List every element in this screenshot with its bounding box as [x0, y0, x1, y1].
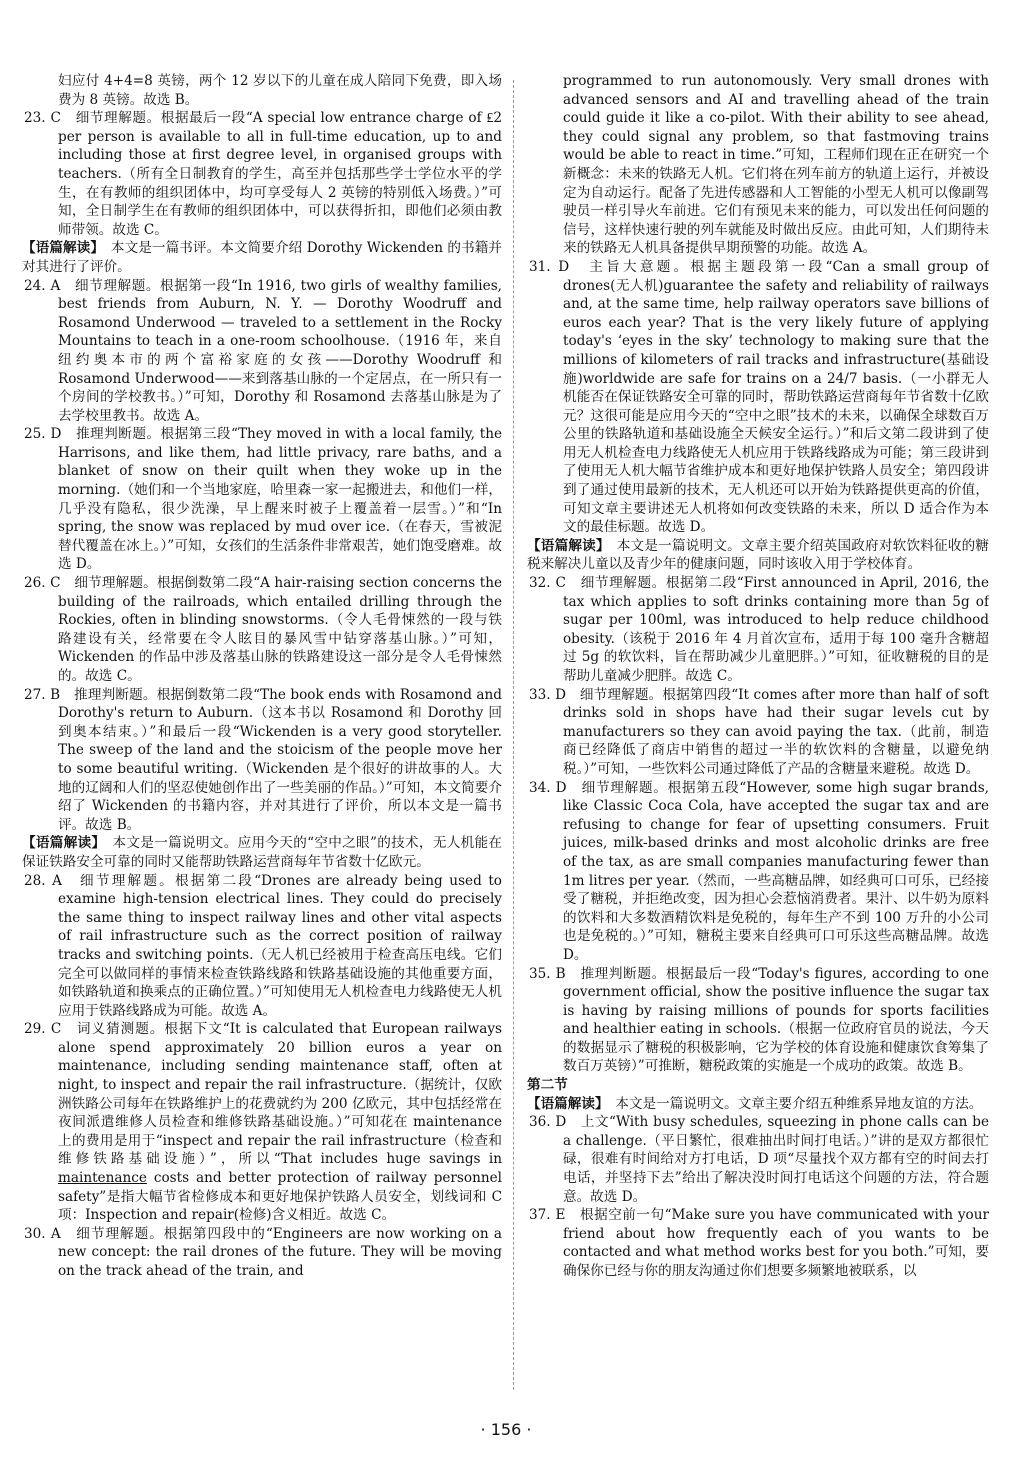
analysis-label: 【语篇解读】 — [527, 1095, 602, 1112]
analysis-text: 本文是一篇书评。本文简要介绍 Dorothy Wickenden 的书籍并对其进行了评价。 — [22, 240, 502, 275]
section-heading: 第二节 — [527, 1077, 568, 1094]
answer-34: 34. D 细节理解题。根据第五段“However, some high sugar brands, like Classic Coca Cola, have accepted the sugar tax and are refusing to change for fear of upsetting consumers. Fruit juices, milk-based drinks and most alcoholic drinks are free of the tax, as are small companies manufacturing fewer than 1m litres per year.（然而，一些高糖品牌，如经典可口可乐，已经接受了糖税，并拒绝改变，因为担心会惹恼消费者。果汁、以牛奶为原料的饮料和大多数酒精饮料是免税的，每年生产不到 100 万升的小公司也是免税的。）”可知，糖税主要来自经典可口可乐这些高糖品牌。故选 D。 — [529, 779, 989, 963]
answer-32: 32. C 细节理解题。根据第二段“First announced in April, 2016, the tax which applies to soft drinks containing more than 5g of sugar per 100ml, was introduced to help reduce childhood obesity.（该税于 2016 年 4 月首次宣布，适用于每 100 毫升含糖超过 5g 的软饮料，旨在帮助减少儿童肥胖。）”可知，征收糖税的目的是帮助儿童减少肥胖。故选 C。 — [529, 575, 989, 684]
answer-35: 35. B 推理判断题。根据最后一段“Today's figures, according to one government official, show the positive influence the sugar tax is having by raising millions of pounds for sports facilities and healthier eating in schools.（根据一位政府官员的说法，今天的数据显示了糖税的积极影响，它为学校的体育设施和健康饮食筹集了数百万英镑）”可推断，糖税政策的实施是一个成功的政策。故选 B。 — [529, 965, 989, 1075]
answer-36: 36. D 上文“With busy schedules, squeezing in phone calls can be a challenge.（平日繁忙，很难抽出时间打电话。）”讲的是双方都很忙碌，很难有时间给对方打电话，D 项“尽量找个双方都有空的时间去打电话，并坚持下去”给出了解决没时间打电话这个问题的方法，符合题意。故选 D。 — [529, 1114, 989, 1205]
right-column — [527, 72, 989, 1402]
answer-29-part2: costs and better protection of railway personnel safety”是指大幅节省检修成本和更好地保护铁路人员安全，划线词和 C 项：Inspection and repair(检修)含义相近。故选 C。 — [58, 1170, 502, 1224]
analysis-label: 【语篇解读】 — [22, 240, 98, 257]
continued-answer: 妇应付 4+4=8 英镑，两个 12 岁以下的儿童在成人陪同下免费，即入场费为 8 英镑。故选 B。 — [58, 73, 502, 108]
discourse-analysis — [527, 1095, 989, 1114]
column-divider — [513, 80, 514, 1390]
analysis-label: 【语篇解读】 — [22, 835, 99, 852]
analysis-text: 本文是一篇说明文。应用今天的“空中之眼”的技术，无人机能在保证铁路安全可靠的同时又能帮助铁路运营商每年节省数十亿欧元。 — [22, 835, 502, 870]
discourse-analysis — [22, 834, 502, 871]
answer-23: 23. C 细节理解题。根据最后一段“A special low entrance charge of ₤2 per person is available to all in full-time education, up to and including those at first degree level, in organised groups with teachers.（所有全日制教育的学生，高至并包括那些学士学位水平的学生，在有教师的组织团体中，均可享受每人 2 英镑的特别低入场费。）”可知，全日制学生在有教师的组织团体中，可以获得折扣，即他们必须由教师带领。故选 C。 — [24, 110, 502, 238]
answer-37: 37. E 根据空前一句“Make sure you have communicated with your friend about how frequently each of you wants to be contacted and what method works best for you both.”可知，要确保你已经与你的朋友沟通过你们想要多频繁地被联系，以 — [529, 1207, 989, 1279]
analysis-label: 【语篇解读】 — [527, 537, 603, 554]
answer-28: 28. A 细节理解题。根据第二段“Drones are already being used to examine high-tension electrical lines. They could do precisely the same thing to inspect railway lines and other vital aspects of rail infrastructure such as the correct position of railway tracks and switching points.（无人机已经被用于检查高压电线。它们完全可以做同样的事情来检查铁路线路和铁路基础设施的其他重要方面，如铁路轨道和换乘点的正确位置。）”可知使用无人机检查电力线路使无人机应用于铁路线路成为可能。故选 A。 — [24, 872, 502, 1019]
answer-27: 27. B 推理判断题。根据倒数第二段“The book ends with Rosamond and Dorothy's return to Auburn.（这本书以 Rosamond 和 Dorothy 回到奥本结束。）”和最后一段“Wickenden is a very good storyteller. The sweep of the land and the stoicism of the people move her to some beautiful writing.（Wickenden 是个很好的讲故事的人。大地的辽阔和人们的坚忍使她创作出了一些美丽的作品。）”可知，本文简要介绍了 Wickenden 的书籍内容，并对其进行了评价，所以本文是一篇书评。故选 B。 — [24, 686, 502, 833]
answer-29-part1: 29. C 词义猜测题。根据下文“It is calculated that European railways alone spend approximately 20 billion euros a year on maintenance, including sending maintenance staff, often at night, to inspect and repair the rail infrastructure.（据统计，仅欧洲铁路公司每年在铁路维护上的花费就约为 200 亿欧元，其中包括经常在夜间派遣维修人员检查和维修铁路基础设施。）”可知花在 maintenance 上的费用是用于“inspect and repair the rail infrastructure（检查和维修铁路基础设施）”，所以“That includes huge savings in — [24, 1021, 502, 1168]
left-column — [22, 72, 502, 1402]
answer-33: 33. D 细节理解题。根据第四段“It comes after more than half of soft drinks sold in shops have had their sugar levels cut by manufacturers so they can avoid paying the tax.（此前，制造商已经降低了商店中销售的超过一半的软饮料的含糖量，以避免纳税。）”可知，一些饮料公司通过降低了产品的含糖量来避税。故选 D。 — [529, 686, 989, 777]
underlined-word: maintenance — [58, 1170, 147, 1187]
answer-30: 30. A 细节理解题。根据第四段中的“Engineers are now working on a new concept: the rail drones of the future. They will be moving on the track ahead of the train, and — [24, 1225, 502, 1279]
continued-answer: programmed to run autonomously. Very small drones with advanced sensors and AI and travelling ahead of the train could guide it like a co-pilot. With their ability to see ahead, they could signal any problem, so that fastmoving trains would be able to react in time.”可知，工程师们现在正在研究一个新概念：未来的铁路无人机。它们将在列车前方的轨道上运行，并被设定为自动运行。配备了先进传感器和人工智能的小型无人机可以像副驾驶员一样引导火车前进。它们有预见未来的能力，可以发出任何问题的信号，这样快速行驶的列车就能及时做出反应。由此可知，人们期待未来的铁路无人机具备提供早期预警的功能。故选 A。 — [563, 73, 989, 257]
answer-29 — [22, 1020, 502, 1225]
answer-31: 31. D 主旨大意题。根据主题段第一段“Can a small group of drones(无人机)guarantee the safety and reliability of railways and, at the same time, help railway operators save billions of euros each year? That is the very likely future of applying today's ‘eyes in the sky’ technology to making sure that the millions of kilometers of rail tracks and infrastructure(基础设施)worldwide are safe for trains on a 24/7 basis.（一小群无人机能否在保证铁路安全可靠的同时，帮助铁路运营商每年节省数十亿欧元？这很可能是应用今天的“空中之眼”技术的未来，以确保全球数百万公里的铁路轨道和基础设施全天候安全运行。）”和后文第二段讲到了使用无人机检查电力线路使无人机应用于铁路线路成为可能；第三段讲到了使用无人机大幅节省维护成本和更好地保护铁路人员安全；第四段讲到了通过使用最新的技术，无人机还可以开始为铁路提供更高的价值，可知文章主要讲述无人机将如何改变铁路的未来，所以 D 适合作为本文的最佳标题。故选 D。 — [529, 258, 989, 536]
answer-25: 25. D 推理判断题。根据第三段“They moved in with a local family, the Harrisons, and like them, had little privacy, rare baths, and a blanket of snow on their quilt when they woke up in the morning.（她们和一个当地家庭，哈里森一家一起搬进去，和他们一样，几乎没有隐私，很少洗澡，早上醒来时被子上覆盖着一层雪。）”和“In spring, the snow was replaced by mud over ice.（在春天，雪被泥替代覆盖在冰上。）”可知，女孩们的生活条件非常艰苦，她们饱受磨难。故选 D。 — [24, 426, 502, 573]
page-number: · 156 · — [480, 1420, 532, 1439]
discourse-analysis — [22, 239, 502, 276]
analysis-text: 本文是一篇说明文。文章主要介绍英国政府对软饮料征收的糖税来解决儿童以及青少年的健康问题，同时该收入用于学校体育。 — [527, 537, 989, 573]
discourse-analysis — [527, 537, 989, 574]
analysis-text: 本文是一篇说明文。文章主要介绍五种维系异地友谊的方法。 — [615, 1095, 983, 1112]
answer-24: 24. A 细节理解题。根据第一段“In 1916, two girls of wealthy families, best friends from Auburn, N. Y. — Dorothy Woodruff and Rosamond Underwood — traveled to a settlement in the Rocky Mountains to teach in a one-room schoolhouse.（1916 年，来自纽约奥本市的两个富裕家庭的女孩——Dorothy Woodruff 和 Rosamond Underwood——来到落基山脉的一个定居点，在一所只有一个房间的学校教书。）”可知，Dorothy 和 Rosamond 去落基山脉是为了去学校里教书。故选 A。 — [24, 277, 502, 424]
answer-26: 26. C 细节理解题。根据倒数第二段“A hair-raising section concerns the building of the railroads, which entailed drilling through the Rockies, often in blinding snowstorms.（令人毛骨悚然的一段与铁路建设有关，经常要在令人眩目的暴风雪中钻穿落基山脉。）”可知，Wickenden 的作品中涉及落基山脉的铁路建设这一部分是令人毛骨悚然的。故选 C。 — [24, 575, 502, 684]
